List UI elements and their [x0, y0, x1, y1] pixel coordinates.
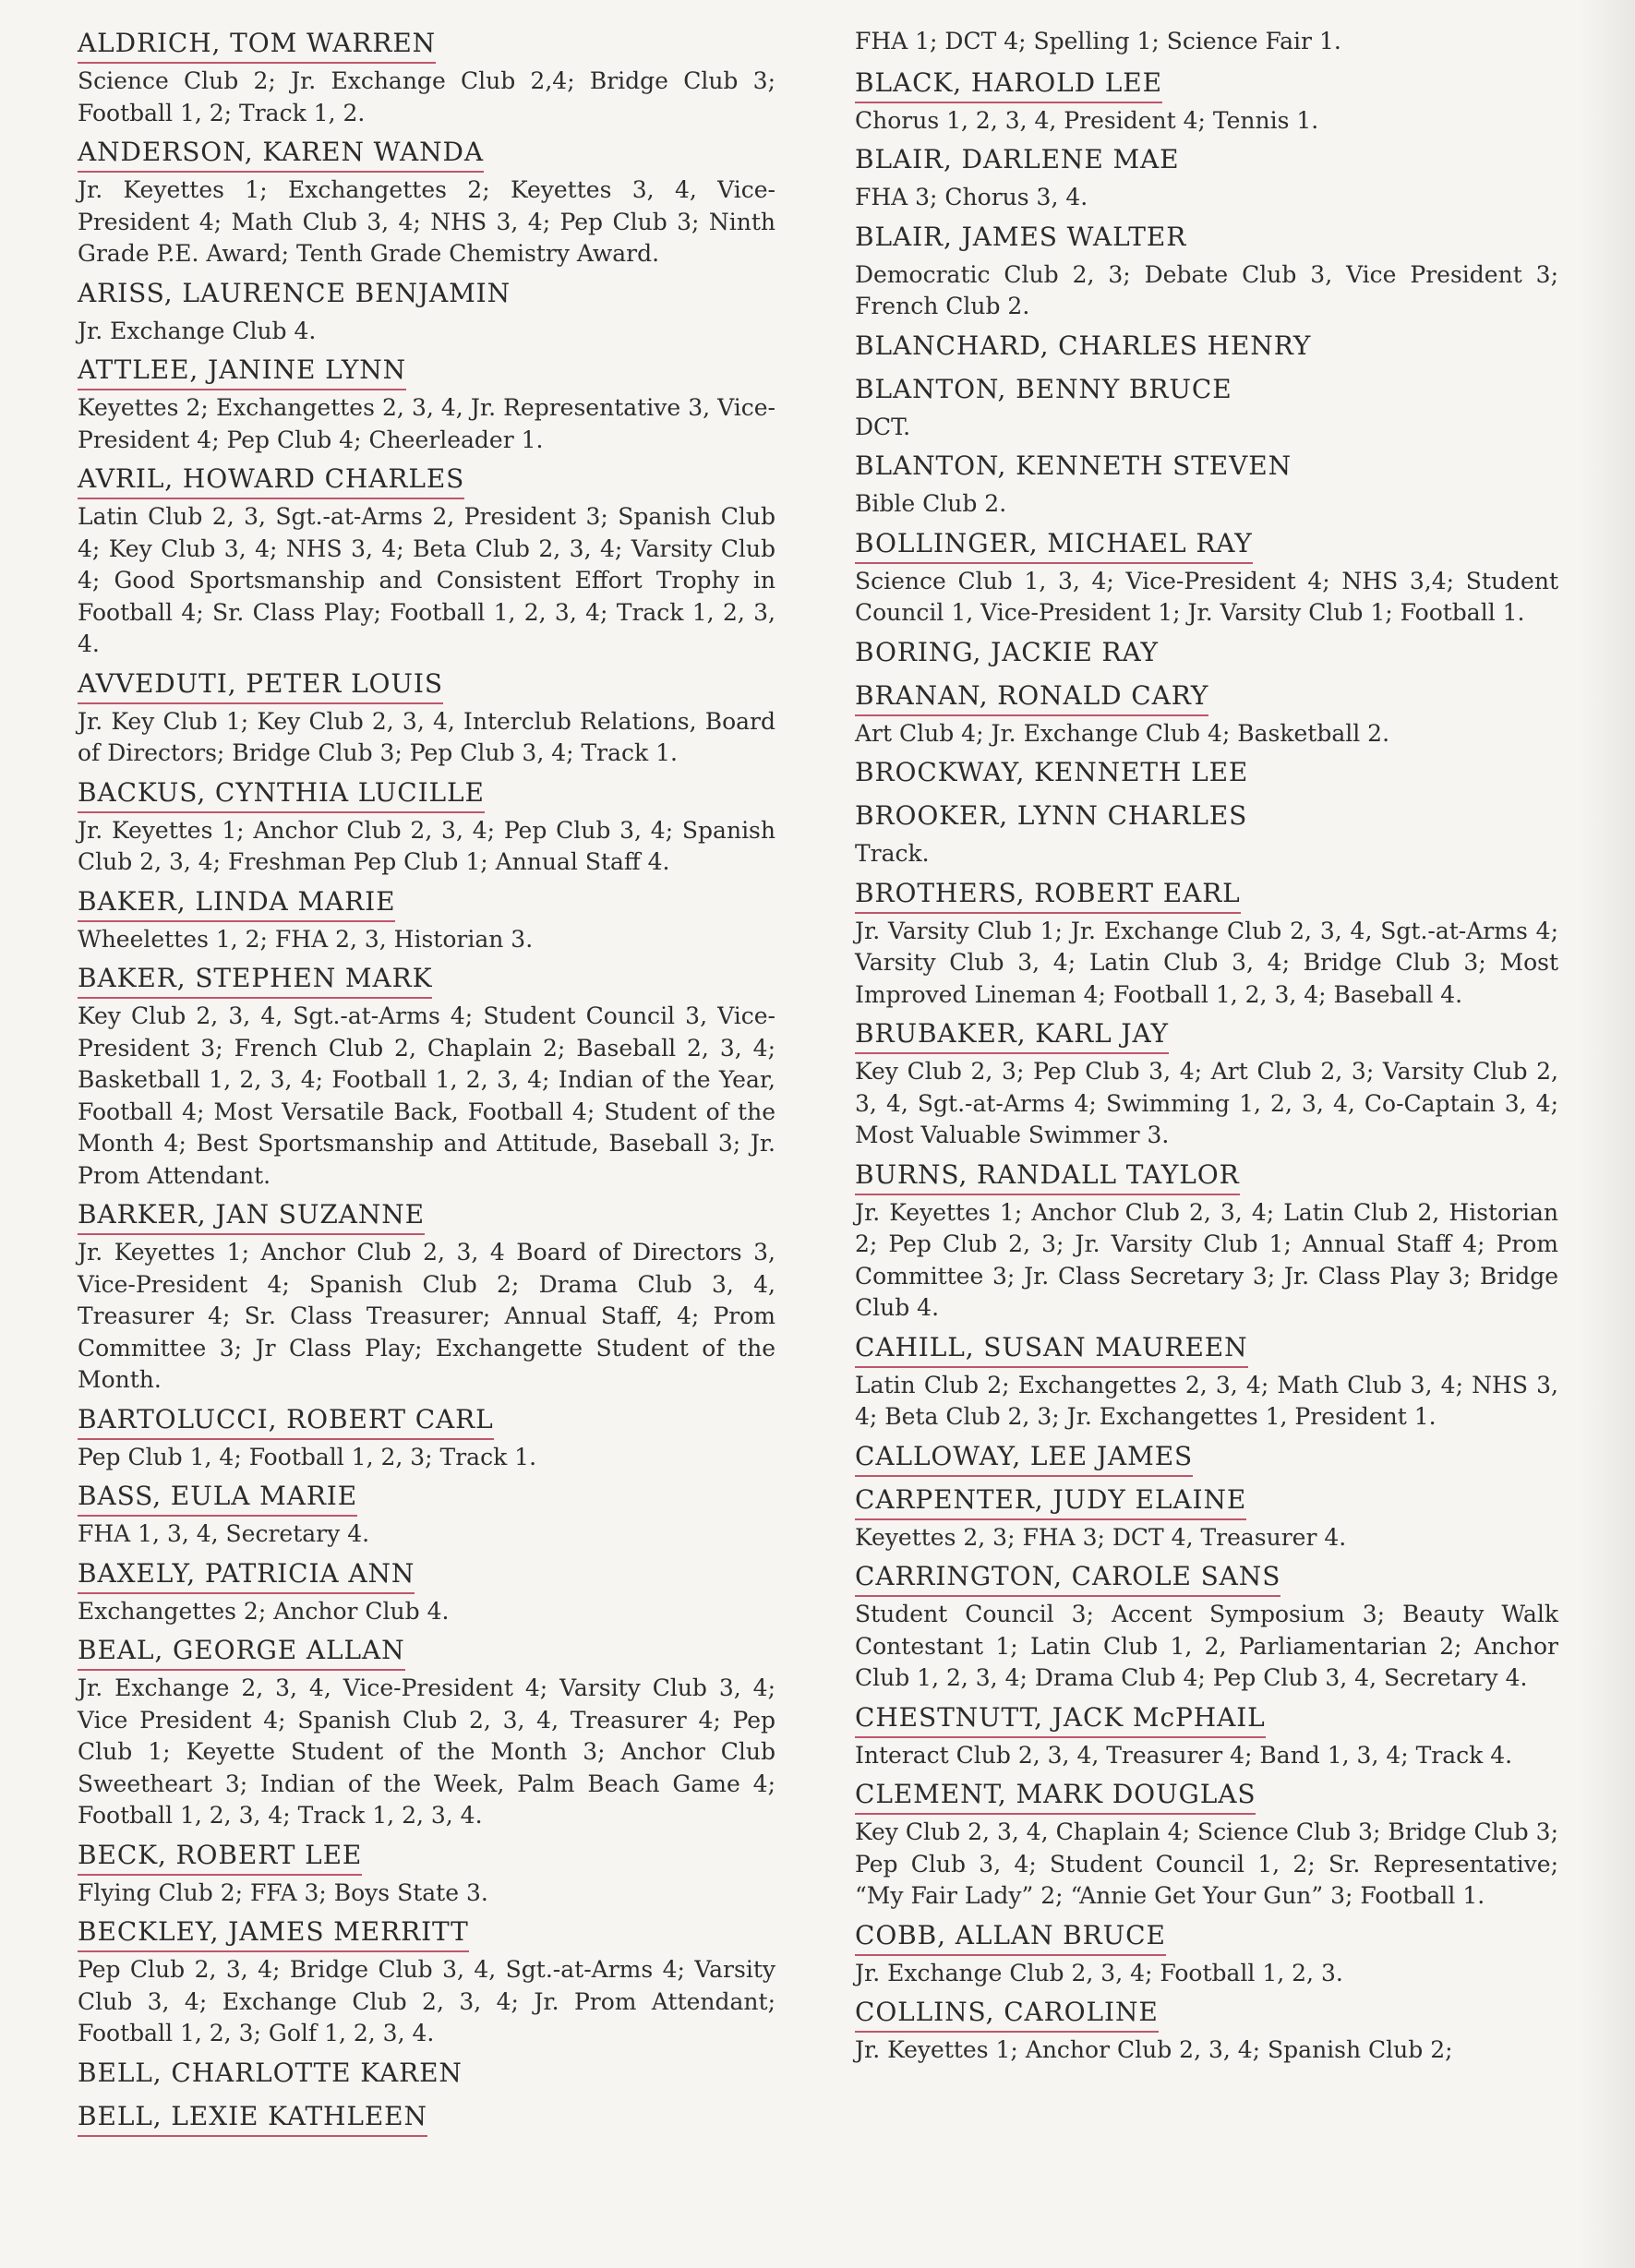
senior-entry: [855, 1995, 1558, 2067]
activities-list: Jr. Exchange Club 2, 3, 4; Football 1, 2, 3.: [855, 1959, 1343, 1986]
student-name: CALLOWAY, LEE JAMES: [855, 1439, 1193, 1477]
activities-list: Keyettes 2, 3; FHA 3; DCT 4, Treasurer 4.: [855, 1523, 1347, 1551]
senior-entry: [855, 220, 1558, 323]
activities-list: Key Club 2, 3; Pep Club 3, 4; Art Club 2, 3; Varsity Club 2, 3, 4, Sgt.-at-Arms 4; Swimming 1, 2, 3, 4, Co-Captain 3, 4; Most Valuable Swimmer 3.: [855, 1058, 1558, 1148]
senior-entry: [855, 876, 1558, 1012]
senior-entry: [78, 1197, 775, 1397]
senior-entry: [855, 66, 1558, 138]
student-name: CAHILL, SUSAN MAUREEN: [855, 1330, 1248, 1368]
activities-list: Latin Club 2, 3, Sgt.-at-Arms 2, President 3; Spanish Club 4; Key Club 3, 4; NHS 3, 4; Beta Club 2, 3, 4; Varsity Club 4; Good Sportsmanship and Consistent Effort Trophy in Football 4; Sr. Class Play; Football 1, 2, 3, 4; Track 1, 2, 3, 4.: [78, 503, 775, 657]
student-name: BLACK, HAROLD LEE: [855, 66, 1162, 103]
student-name: AVVEDUTI, PETER LOUIS: [78, 666, 443, 704]
activities-list: Key Club 2, 3, 4, Sgt.-at-Arms 4; Student Council 3, Vice-President 3; French Club 2, Chaplain 2; Baseball 2, 3, 4; Basketball 1, 2, 3, 4; Football 1, 2, 3, 4; Indian of the Year, Football 4; Most Versatile Back, Football 4; Student of the Month 4; Best Sportsmanship and Attitude, Baseball 3; Jr. Prom Attendant.: [78, 1002, 775, 1189]
student-name: BROTHERS, ROBERT EARL: [855, 876, 1241, 914]
senior-entry: [78, 462, 775, 661]
senior-entry: [855, 329, 1558, 366]
student-name: BAKER, STEPHEN MARK: [78, 961, 432, 999]
student-name: CARRINGTON, CAROLE SANS: [855, 1559, 1280, 1597]
student-name: ANDERSON, KAREN WANDA: [78, 135, 484, 173]
student-name: BASS, EULA MARIE: [78, 1479, 357, 1517]
student-name: BELL, CHARLOTTE KAREN: [78, 2057, 463, 2088]
activities-list: Jr. Keyettes 1; Anchor Club 2, 3, 4 Board of Directors 3, Vice-President 4; Spanish Club 2; Drama Club 3, 4, Treasurer 4; Sr. Class Treasurer; Annual Staff, 4; Prom Committee 3; Jr Class Play; Exchangette Student of the Month.: [78, 1239, 775, 1393]
student-name: BLANTON, KENNETH STEVEN: [855, 450, 1292, 481]
student-name: CHESTNUTT, JACK McPHAIL: [855, 1700, 1266, 1738]
senior-entry: [855, 1482, 1558, 1554]
student-name: BLAIR, JAMES WALTER: [855, 221, 1187, 252]
right-column: [855, 26, 1558, 2072]
senior-entry: [78, 276, 775, 348]
activities-list: Jr. Key Club 1; Key Club 2, 3, 4, Interclub Relations, Board of Directors; Bridge Club 3; Pep Club 3, 4; Track 1.: [78, 707, 775, 766]
student-name: BOLLINGER, MICHAEL RAY: [855, 526, 1253, 564]
activities-list: DCT.: [855, 413, 911, 440]
activities-list: Jr. Keyettes 1; Exchangettes 2; Keyettes 3, 4, Vice-President 4; Math Club 3, 4; NHS 3, 4; Pep Club 3; Ninth Grade P.E. Award; Tenth Grade Chemistry Award.: [78, 176, 775, 267]
student-name: BAKER, LINDA MARIE: [78, 884, 395, 922]
student-name: BACKUS, CYNTHIA LUCILLE: [78, 775, 485, 813]
activities-list: Pep Club 1, 4; Football 1, 2, 3; Track 1.: [78, 1443, 537, 1470]
senior-entry: [78, 2056, 775, 2094]
activities-list: Chorus 1, 2, 3, 4, President 4; Tennis 1.: [855, 106, 1319, 134]
activities-list: Latin Club 2; Exchangettes 2, 3, 4; Math Club 3, 4; NHS 3, 4; Beta Club 2, 3; Jr. Exchangettes 1, President 1.: [855, 1371, 1558, 1430]
senior-entry: [855, 678, 1558, 750]
student-name: CLEMENT, MARK DOUGLAS: [855, 1777, 1256, 1815]
senior-entry: [78, 1914, 775, 2050]
activities-list: Jr. Exchange 2, 3, 4, Vice-President 4; Varsity Club 3, 4; Vice President 4; Spanish Club 2, 3, 4, Treasurer 4; Pep Club 1; Keyette Student of the Month 3; Anchor Club Sweetheart 3; Indian of the Week, Palm Beach Game 4; Football 1, 2, 3, 4; Track 1, 2, 3, 4.: [78, 1674, 775, 1829]
student-name: BARKER, JAN SUZANNE: [78, 1197, 425, 1235]
senior-entry: [855, 1559, 1558, 1695]
senior-entry: [855, 1777, 1558, 1913]
activities-list: Art Club 4; Jr. Exchange Club 4; Basketball 2.: [855, 719, 1390, 747]
senior-entry: [855, 1158, 1558, 1325]
student-name: BORING, JACKIE RAY: [855, 636, 1159, 667]
senior-entry: [855, 449, 1558, 521]
activities-list: Track.: [855, 840, 930, 867]
student-name: BECKLEY, JAMES MERRITT: [78, 1914, 469, 1952]
senior-entry: [855, 1700, 1558, 1772]
activities-list: Interact Club 2, 3, 4, Treasurer 4; Band 1, 3, 4; Track 4.: [855, 1741, 1513, 1769]
senior-entry: [78, 961, 775, 1192]
student-name: ALDRICH, TOM WARREN: [78, 26, 436, 64]
senior-entry: [78, 1556, 775, 1628]
student-name: BLAIR, DARLENE MAE: [855, 144, 1180, 174]
senior-entry: [78, 1402, 775, 1474]
student-name: BAXELY, PATRICIA ANN: [78, 1556, 415, 1594]
student-name: BELL, LEXIE KATHLEEN: [78, 2099, 427, 2137]
senior-entry: [855, 635, 1558, 673]
activities-list: FHA 1, 3, 4, Secretary 4.: [78, 1520, 370, 1547]
activities-list: Keyettes 2; Exchangettes 2, 3, 4, Jr. Representative 3, Vice-President 4; Pep Club 4; Cheerleader 1.: [78, 394, 775, 453]
activities-list: Key Club 2, 3, 4, Chaplain 4; Science Club 3; Bridge Club 3; Pep Club 3, 4; Student Council 1, 2; Sr. Representative; “My Fair Lady” 2; “Annie Get Your Gun” 3; Football 1.: [855, 1818, 1558, 1909]
senior-entry: [78, 884, 775, 956]
activities-list: Wheelettes 1, 2; FHA 2, 3, Historian 3.: [78, 925, 534, 953]
student-name: BECK, ROBERT LEE: [78, 1838, 362, 1876]
student-name: BEAL, GEORGE ALLAN: [78, 1633, 405, 1671]
activities-list: Exchangettes 2; Anchor Club 4.: [78, 1597, 450, 1625]
senior-entry: [855, 1439, 1558, 1477]
senior-entry: [855, 798, 1558, 870]
senior-entry: [78, 2099, 775, 2137]
continued-activities: FHA 1; DCT 4; Spelling 1; Science Fair 1.: [855, 28, 1341, 54]
senior-entry: [855, 372, 1558, 444]
student-name: BRANAN, RONALD CARY: [855, 678, 1208, 716]
senior-entry: [78, 26, 775, 129]
activities-list: Student Council 3; Accent Symposium 3; Beauty Walk Contestant 1; Latin Club 1, 2, Parliamentarian 2; Anchor Club 1, 2, 3, 4; Drama Club 4; Pep Club 3, 4, Secretary 4.: [855, 1601, 1558, 1691]
activities-list: Flying Club 2; FFA 3; Boys State 3.: [78, 1878, 488, 1906]
student-name: ARISS, LAURENCE BENJAMIN: [78, 277, 511, 308]
student-name: COLLINS, CAROLINE: [855, 1995, 1159, 2033]
activities-list: Jr. Keyettes 1; Anchor Club 2, 3, 4; Spanish Club 2;: [855, 2036, 1453, 2063]
senior-entry: [855, 1016, 1558, 1152]
student-name: ATTLEE, JANINE LYNN: [78, 353, 406, 390]
student-name: BRUBAKER, KARL JAY: [855, 1016, 1169, 1054]
senior-entry: [855, 1330, 1558, 1434]
activities-list: Bible Club 2.: [855, 490, 1007, 517]
senior-entry: [78, 1838, 775, 1910]
student-name: AVRIL, HOWARD CHARLES: [78, 462, 464, 499]
senior-entry: [78, 135, 775, 270]
senior-entry: [78, 353, 775, 456]
activities-list: Jr. Keyettes 1; Anchor Club 2, 3, 4; Latin Club 2, Historian 2; Pep Club 2, 3; Jr. Varsity Club 1; Annual Staff 4; Prom Committee 3; Jr. Class Secretary 3; Jr. Class Play 3; Bridge Club 4.: [855, 1198, 1558, 1321]
activities-list: Science Club 1, 3, 4; Vice-President 4; NHS 3,4; Student Council 1, Vice-President 1; Jr. Varsity Club 1; Football 1.: [855, 567, 1558, 626]
activities-list: FHA 3; Chorus 3, 4.: [855, 184, 1088, 210]
student-name: COBB, ALLAN BRUCE: [855, 1918, 1166, 1956]
senior-entry: [78, 775, 775, 879]
student-name: CARPENTER, JUDY ELAINE: [855, 1482, 1246, 1520]
student-name: BURNS, RANDALL TAYLOR: [855, 1158, 1240, 1195]
senior-entry: [78, 1479, 775, 1551]
student-name: BLANTON, BENNY BRUCE: [855, 373, 1232, 404]
student-name: BARTOLUCCI, ROBERT CARL: [78, 1402, 494, 1440]
page-edge-shadow: [1580, 0, 1635, 2268]
senior-entry: [78, 1633, 775, 1832]
activities-list: Jr. Keyettes 1; Anchor Club 2, 3, 4; Pep Club 3, 4; Spanish Club 2, 3, 4; Freshman Pep Club 1; Annual Staff 4.: [78, 816, 775, 875]
senior-entry: [855, 1918, 1558, 1990]
left-column: [78, 26, 775, 2142]
senior-entry: [855, 755, 1558, 793]
student-name: BLANCHARD, CHARLES HENRY: [855, 330, 1312, 361]
senior-entry: [855, 526, 1558, 630]
activities-list: Jr. Exchange Club 4.: [78, 317, 317, 344]
student-name: BROCKWAY, KENNETH LEE: [855, 757, 1249, 787]
activities-list: Jr. Varsity Club 1; Jr. Exchange Club 2, 3, 4, Sgt.-at-Arms 4; Varsity Club 3, 4; Latin Club 3, 4; Bridge Club 3; Most Improved Lineman 4; Football 1, 2, 3, 4; Baseball 4.: [855, 917, 1558, 1008]
activities-list: Democratic Club 2, 3; Debate Club 3, Vice President 3; French Club 2.: [855, 260, 1558, 319]
student-name: BROOKER, LYNN CHARLES: [855, 800, 1248, 831]
senior-entry: [855, 142, 1558, 214]
activities-list: Science Club 2; Jr. Exchange Club 2,4; Bridge Club 3; Football 1, 2; Track 1, 2.: [78, 67, 775, 126]
senior-entry: [78, 666, 775, 770]
activities-list: Pep Club 2, 3, 4; Bridge Club 3, 4, Sgt.-at-Arms 4; Varsity Club 3, 4; Exchange Club 2, 3, 4; Jr. Prom Attendant; Football 1, 2, 3; Golf 1, 2, 3, 4.: [78, 1956, 775, 2046]
